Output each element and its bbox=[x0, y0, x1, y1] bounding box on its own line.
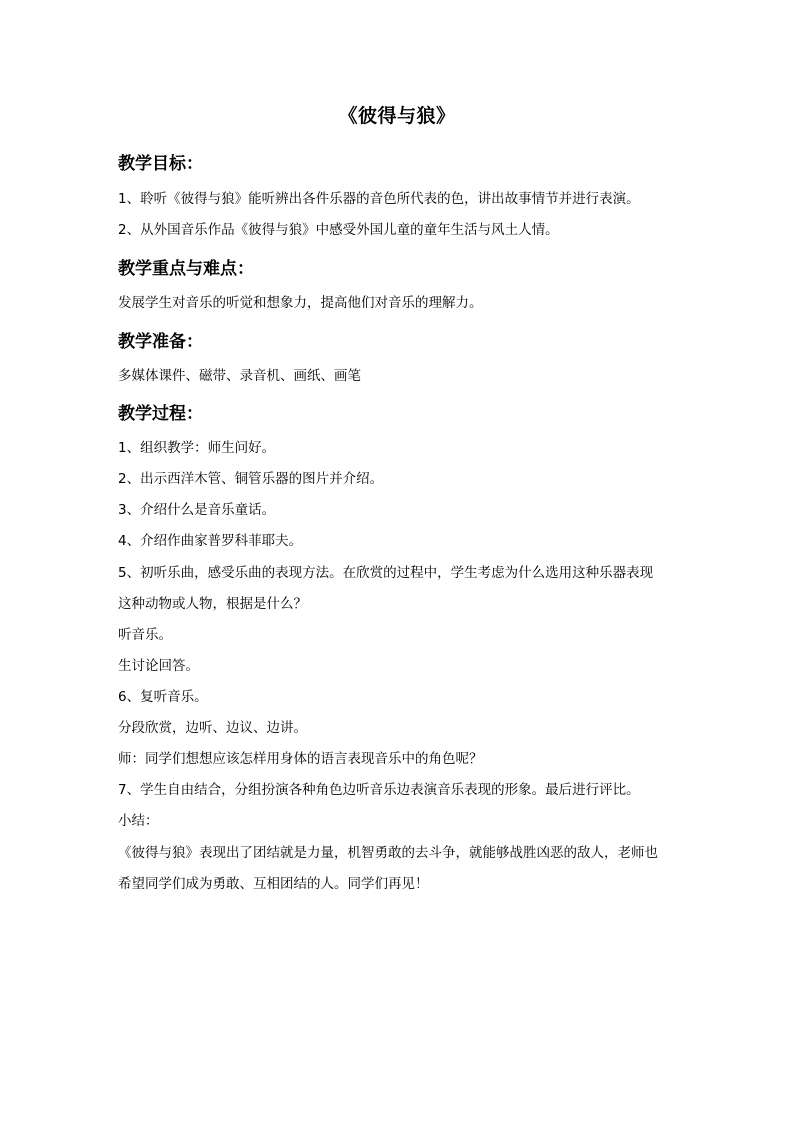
process-line: 听音乐。 bbox=[118, 627, 172, 643]
process-line: 1、组织教学：师生问好。 bbox=[118, 440, 276, 456]
process-line: 师：同学们想想应该怎样用身体的语言表现音乐中的角色呢？ bbox=[118, 751, 483, 767]
process-line: 7、学生自由结合，分组扮演各种角色边听音乐边表演音乐表现的形象。最后进行评比。 bbox=[118, 782, 640, 798]
section-heading-process: 教学过程： bbox=[118, 404, 203, 424]
process-line: 生讨论回答。 bbox=[118, 658, 199, 674]
section-heading-key-points: 教学重点与难点： bbox=[118, 259, 254, 279]
summary-line: 《彼得与狼》表现出了团结就是力量，机智勇敢的去斗争，就能够战胜凶恶的敌人，老师也 bbox=[118, 845, 658, 861]
process-line: 3、介绍什么是音乐童话。 bbox=[118, 502, 276, 518]
section-heading-objectives: 教学目标： bbox=[118, 154, 203, 174]
summary-line: 希望同学们成为勇敢、互相团结的人。同学们再见！ bbox=[118, 876, 429, 892]
section-heading-preparation: 教学准备： bbox=[118, 332, 203, 352]
summary-label: 小结： bbox=[118, 813, 159, 829]
key-points-line: 发展学生对音乐的听觉和想象力，提高他们对音乐的理解力。 bbox=[118, 295, 483, 311]
process-line: 6、复听音乐。 bbox=[118, 689, 208, 705]
process-line: 分段欣赏，边听、边议、边讲。 bbox=[118, 720, 307, 736]
process-line: 4、介绍作曲家普罗科菲耶夫。 bbox=[118, 533, 303, 549]
objective-line: 1、聆听《彼得与狼》能听辨出各件乐器的音色所代表的色，讲出故事情节并进行表演。 bbox=[118, 191, 640, 207]
process-line: 2、出示西洋木管、铜管乐器的图片并介绍。 bbox=[118, 471, 384, 487]
process-line: 这种动物或人物，根据是什么？ bbox=[118, 596, 307, 612]
preparation-line: 多媒体课件、磁带、录音机、画纸、画笔 bbox=[118, 368, 361, 384]
objective-line: 2、从外国音乐作品《彼得与狼》中感受外国儿童的童年生活与风土人情。 bbox=[118, 222, 559, 238]
document-title: 《彼得与狼》 bbox=[338, 105, 456, 127]
process-line: 5、初听乐曲，感受乐曲的表现方法。在欣赏的过程中，学生考虑为什么选用这种乐器表现 bbox=[118, 565, 654, 581]
